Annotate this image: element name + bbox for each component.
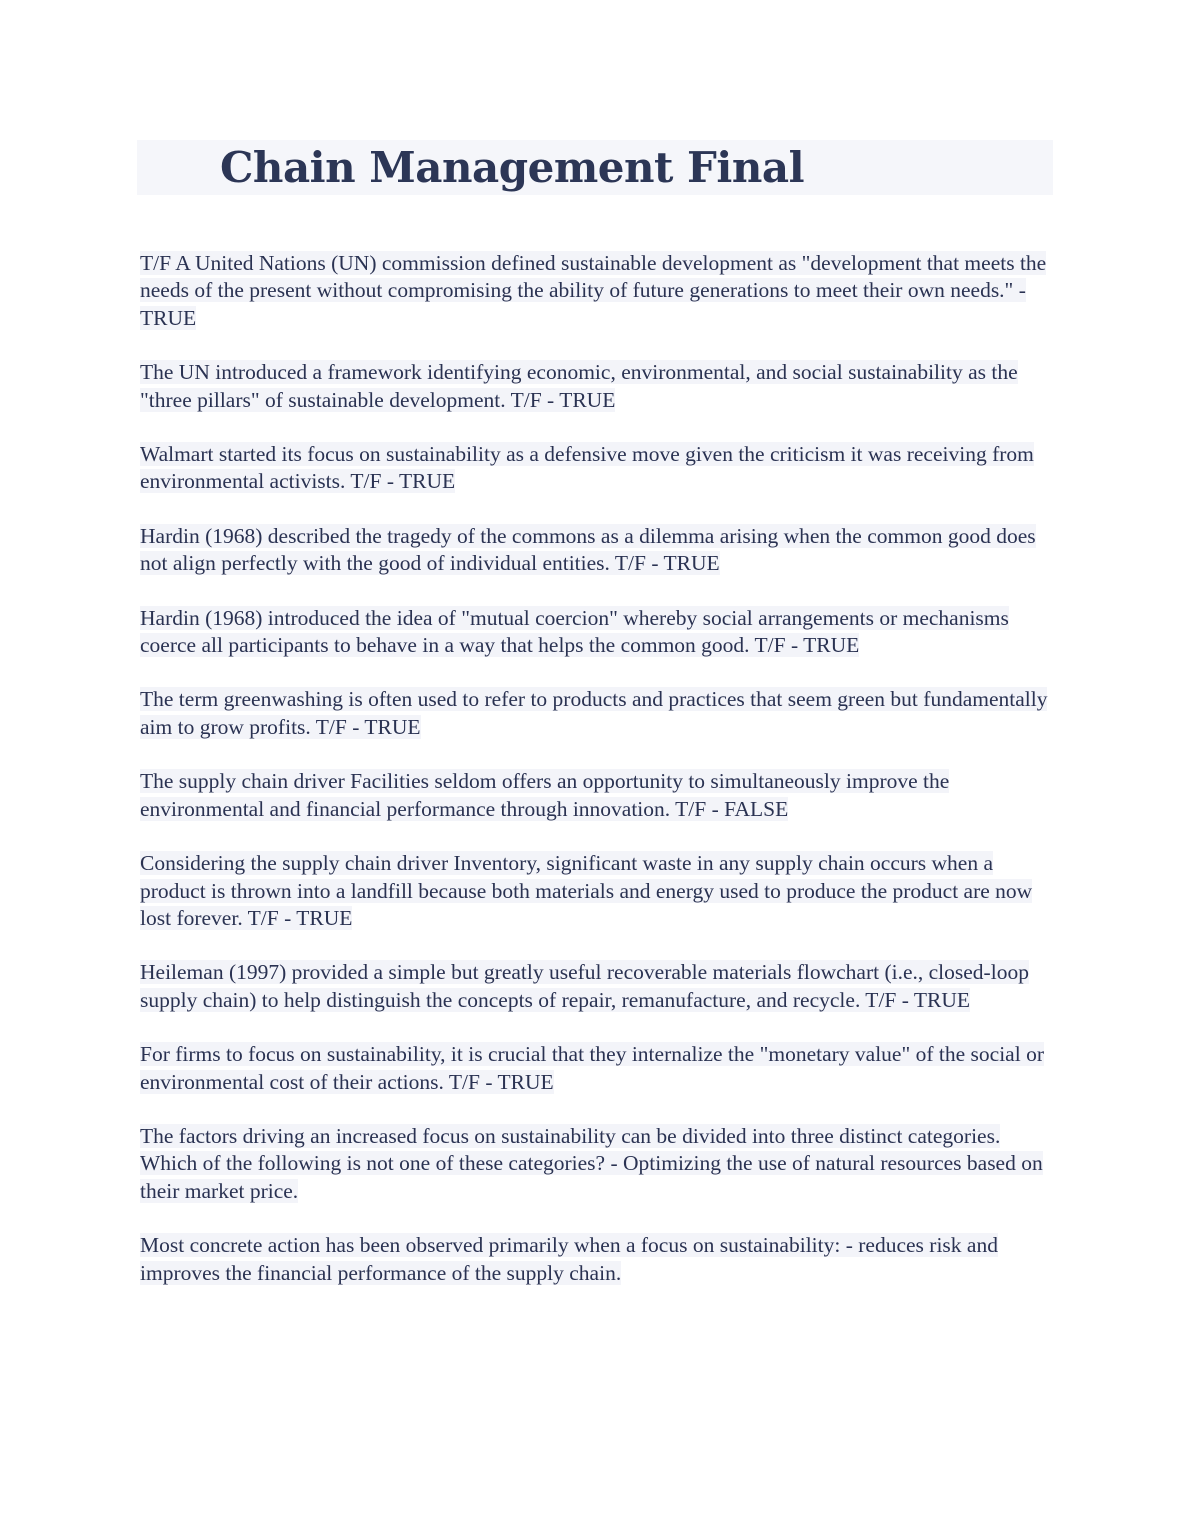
question-text: Considering the supply chain driver Inventory, significant waste in any supply chain occurs when a product is thrown into a landfill because both materials and energy used to produce the product are now lost forever. T/F - TRUE <box>140 851 1033 930</box>
question-item <box>140 605 1055 660</box>
question-item <box>140 768 1055 823</box>
question-text: Hardin (1968) described the tragedy of the commons as a dilemma arising when the common good does not align perfectly with the good of individual entities. T/F - TRUE <box>140 523 1036 576</box>
question-item <box>140 359 1055 414</box>
question-text: The UN introduced a framework identifying economic, environmental, and social sustainability as the "three pillars" of sustainable development. T/F - TRUE <box>140 360 1018 412</box>
question-text: The factors driving an increased focus on sustainability can be divided into three distinct categories. Which of the following is not one of these categories? - Optimizing the use of natural resources based on their market price. <box>140 1123 1043 1203</box>
question-text: For firms to focus on sustainability, it is crucial that they internalize the "monetary value" of the social or environmental cost of their actions. T/F - TRUE <box>140 1042 1044 1094</box>
question-item <box>140 441 1055 496</box>
question-text: Hardin (1968) introduced the idea of "mutual coercion" whereby social arrangements or mechanisms coerce all participants to behave in a way that helps the common good. T/F - TRUE <box>140 605 1009 658</box>
question-text: The supply chain driver Facilities seldom offers an opportunity to simultaneously improve the environmental and financial performance through innovation. T/F - FALSE <box>140 769 950 821</box>
question-item <box>140 959 1055 1014</box>
question-item <box>140 1123 1055 1205</box>
question-text: Walmart started its focus on sustainability as a defensive move given the criticism it was receiving from environmental activists. T/F - TRUE <box>140 442 1034 494</box>
question-text: The term greenwashing is often used to refer to products and practices that seem green but fundamentally aim to grow profits. T/F - TRUE <box>140 687 1048 739</box>
question-text: T/F A United Nations (UN) commission defined sustainable development as "development that meets the needs of the present without compromising the ability of future generations to meet their own needs." - TRUE <box>140 251 1047 330</box>
question-item <box>140 850 1055 932</box>
question-item <box>140 1041 1055 1096</box>
question-item <box>140 1232 1055 1287</box>
question-text: Heileman (1997) provided a simple but greatly useful recoverable materials flowchart (i.e., closed-loop supply chain) to help distinguish the concepts of repair, remanufacture, and recycle. T/F - TRUE <box>140 960 1029 1012</box>
question-list <box>140 250 1055 1314</box>
question-item <box>140 686 1055 741</box>
page-title: Chain Management Final <box>220 143 805 192</box>
question-text: Most concrete action has been observed primarily when a focus on sustainability: - reduces risk and improves the financial performance of the supply chain. <box>140 1233 998 1285</box>
question-item <box>140 250 1055 332</box>
question-item <box>140 523 1055 578</box>
title-banner <box>137 140 1053 195</box>
